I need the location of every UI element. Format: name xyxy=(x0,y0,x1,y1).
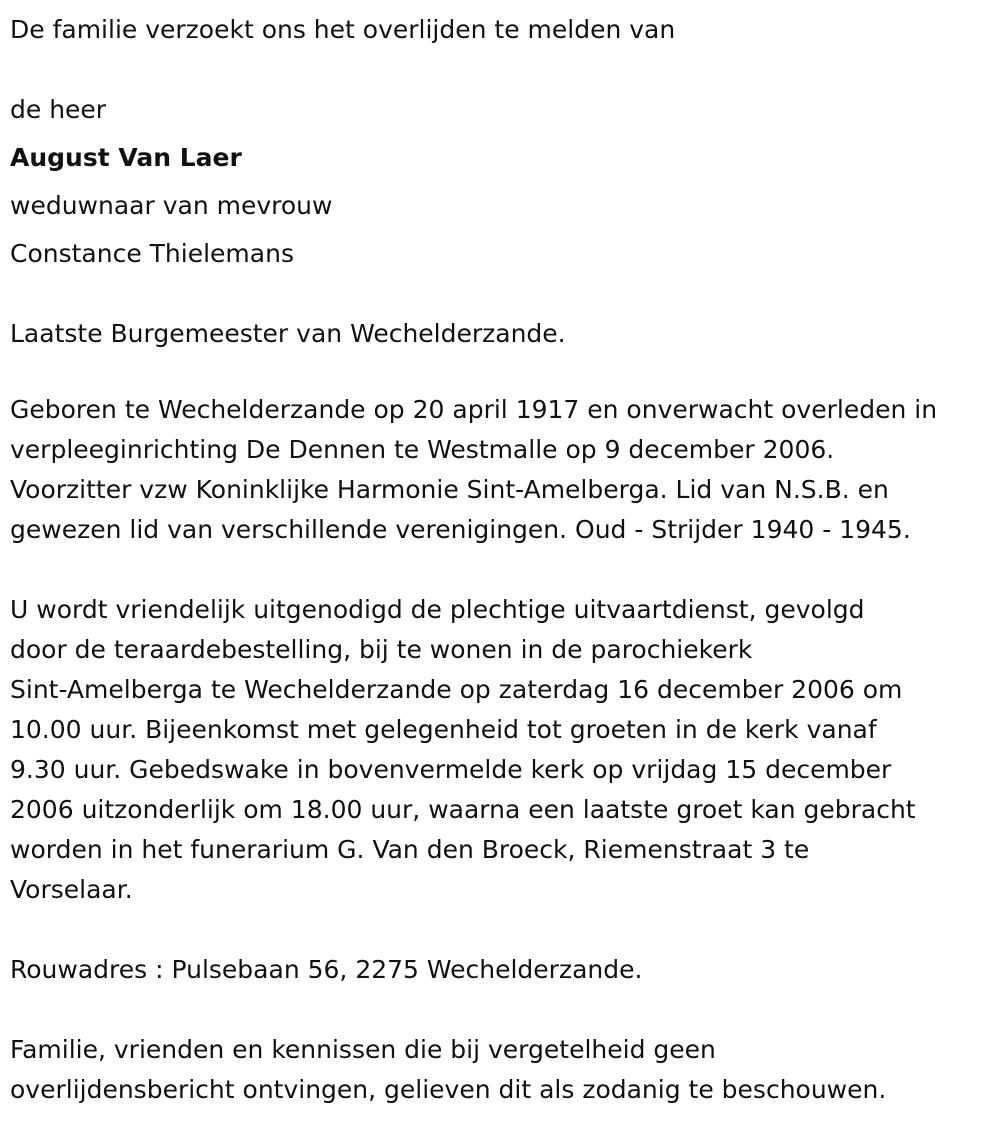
funeral-line: door de teraardebestelling, bij te wonen in de parochiekerk xyxy=(10,635,753,664)
spacer xyxy=(10,358,990,390)
biography-line: Geboren te Wechelderzande op 20 april 1917 en onverwacht overleden in xyxy=(10,395,938,424)
address-line: Rouwadres : Pulsebaan 56, 2275 Wechelderzande. xyxy=(10,955,643,984)
funeral-paragraph xyxy=(10,590,990,910)
funeral-line: worden in het funerarium G. Van den Broeck, Riemenstraat 3 te xyxy=(10,835,810,864)
closing-line: Familie, vrienden en kennissen die bij vergetelheid geen xyxy=(10,1035,716,1064)
widower-line: weduwnaar van mevrouw xyxy=(10,191,333,220)
spouse-name: Constance Thielemans xyxy=(10,239,294,268)
biography-line: verpleeginrichting De Dennen te Westmalle op 9 december 2006. xyxy=(10,435,835,464)
closing-paragraph xyxy=(10,1030,990,1110)
spacer xyxy=(10,278,990,310)
biography-paragraph xyxy=(10,390,990,550)
spacer xyxy=(10,550,990,590)
deceased-name: August Van Laer xyxy=(10,143,242,172)
address-paragraph xyxy=(10,950,990,990)
spacer xyxy=(10,910,990,950)
funeral-line: Sint-Amelberga te Wechelderzande op zaterdag 16 december 2006 om xyxy=(10,675,903,704)
intro-text: De familie verzoekt ons het overlijden te melden van xyxy=(10,15,676,44)
title-line: Laatste Burgemeester van Wechelderzande. xyxy=(10,319,566,348)
biography-line: gewezen lid van verschillende verenigingen. Oud - Strijder 1940 - 1945. xyxy=(10,515,911,544)
salutation: de heer xyxy=(10,95,107,124)
biography-line: Voorzitter vzw Koninklijke Harmonie Sint-Amelberga. Lid van N.S.B. en xyxy=(10,475,889,504)
spacer xyxy=(10,990,990,1030)
funeral-line: U wordt vriendelijk uitgenodigd de plechtige uitvaartdienst, gevolgd xyxy=(10,595,865,624)
spacer xyxy=(10,54,990,86)
funeral-line: 2006 uitzonderlijk om 18.00 uur, waarna een laatste groet kan gebracht xyxy=(10,795,916,824)
funeral-line: Vorselaar. xyxy=(10,875,133,904)
funeral-line: 9.30 uur. Gebedswake in bovenvermelde kerk op vrijdag 15 december xyxy=(10,755,892,784)
funeral-line: 10.00 uur. Bijeenkomst met gelegenheid tot groeten in de kerk vanaf xyxy=(10,715,877,744)
closing-line: overlijdensbericht ontvingen, gelieven dit als zodanig te beschouwen. xyxy=(10,1075,887,1104)
